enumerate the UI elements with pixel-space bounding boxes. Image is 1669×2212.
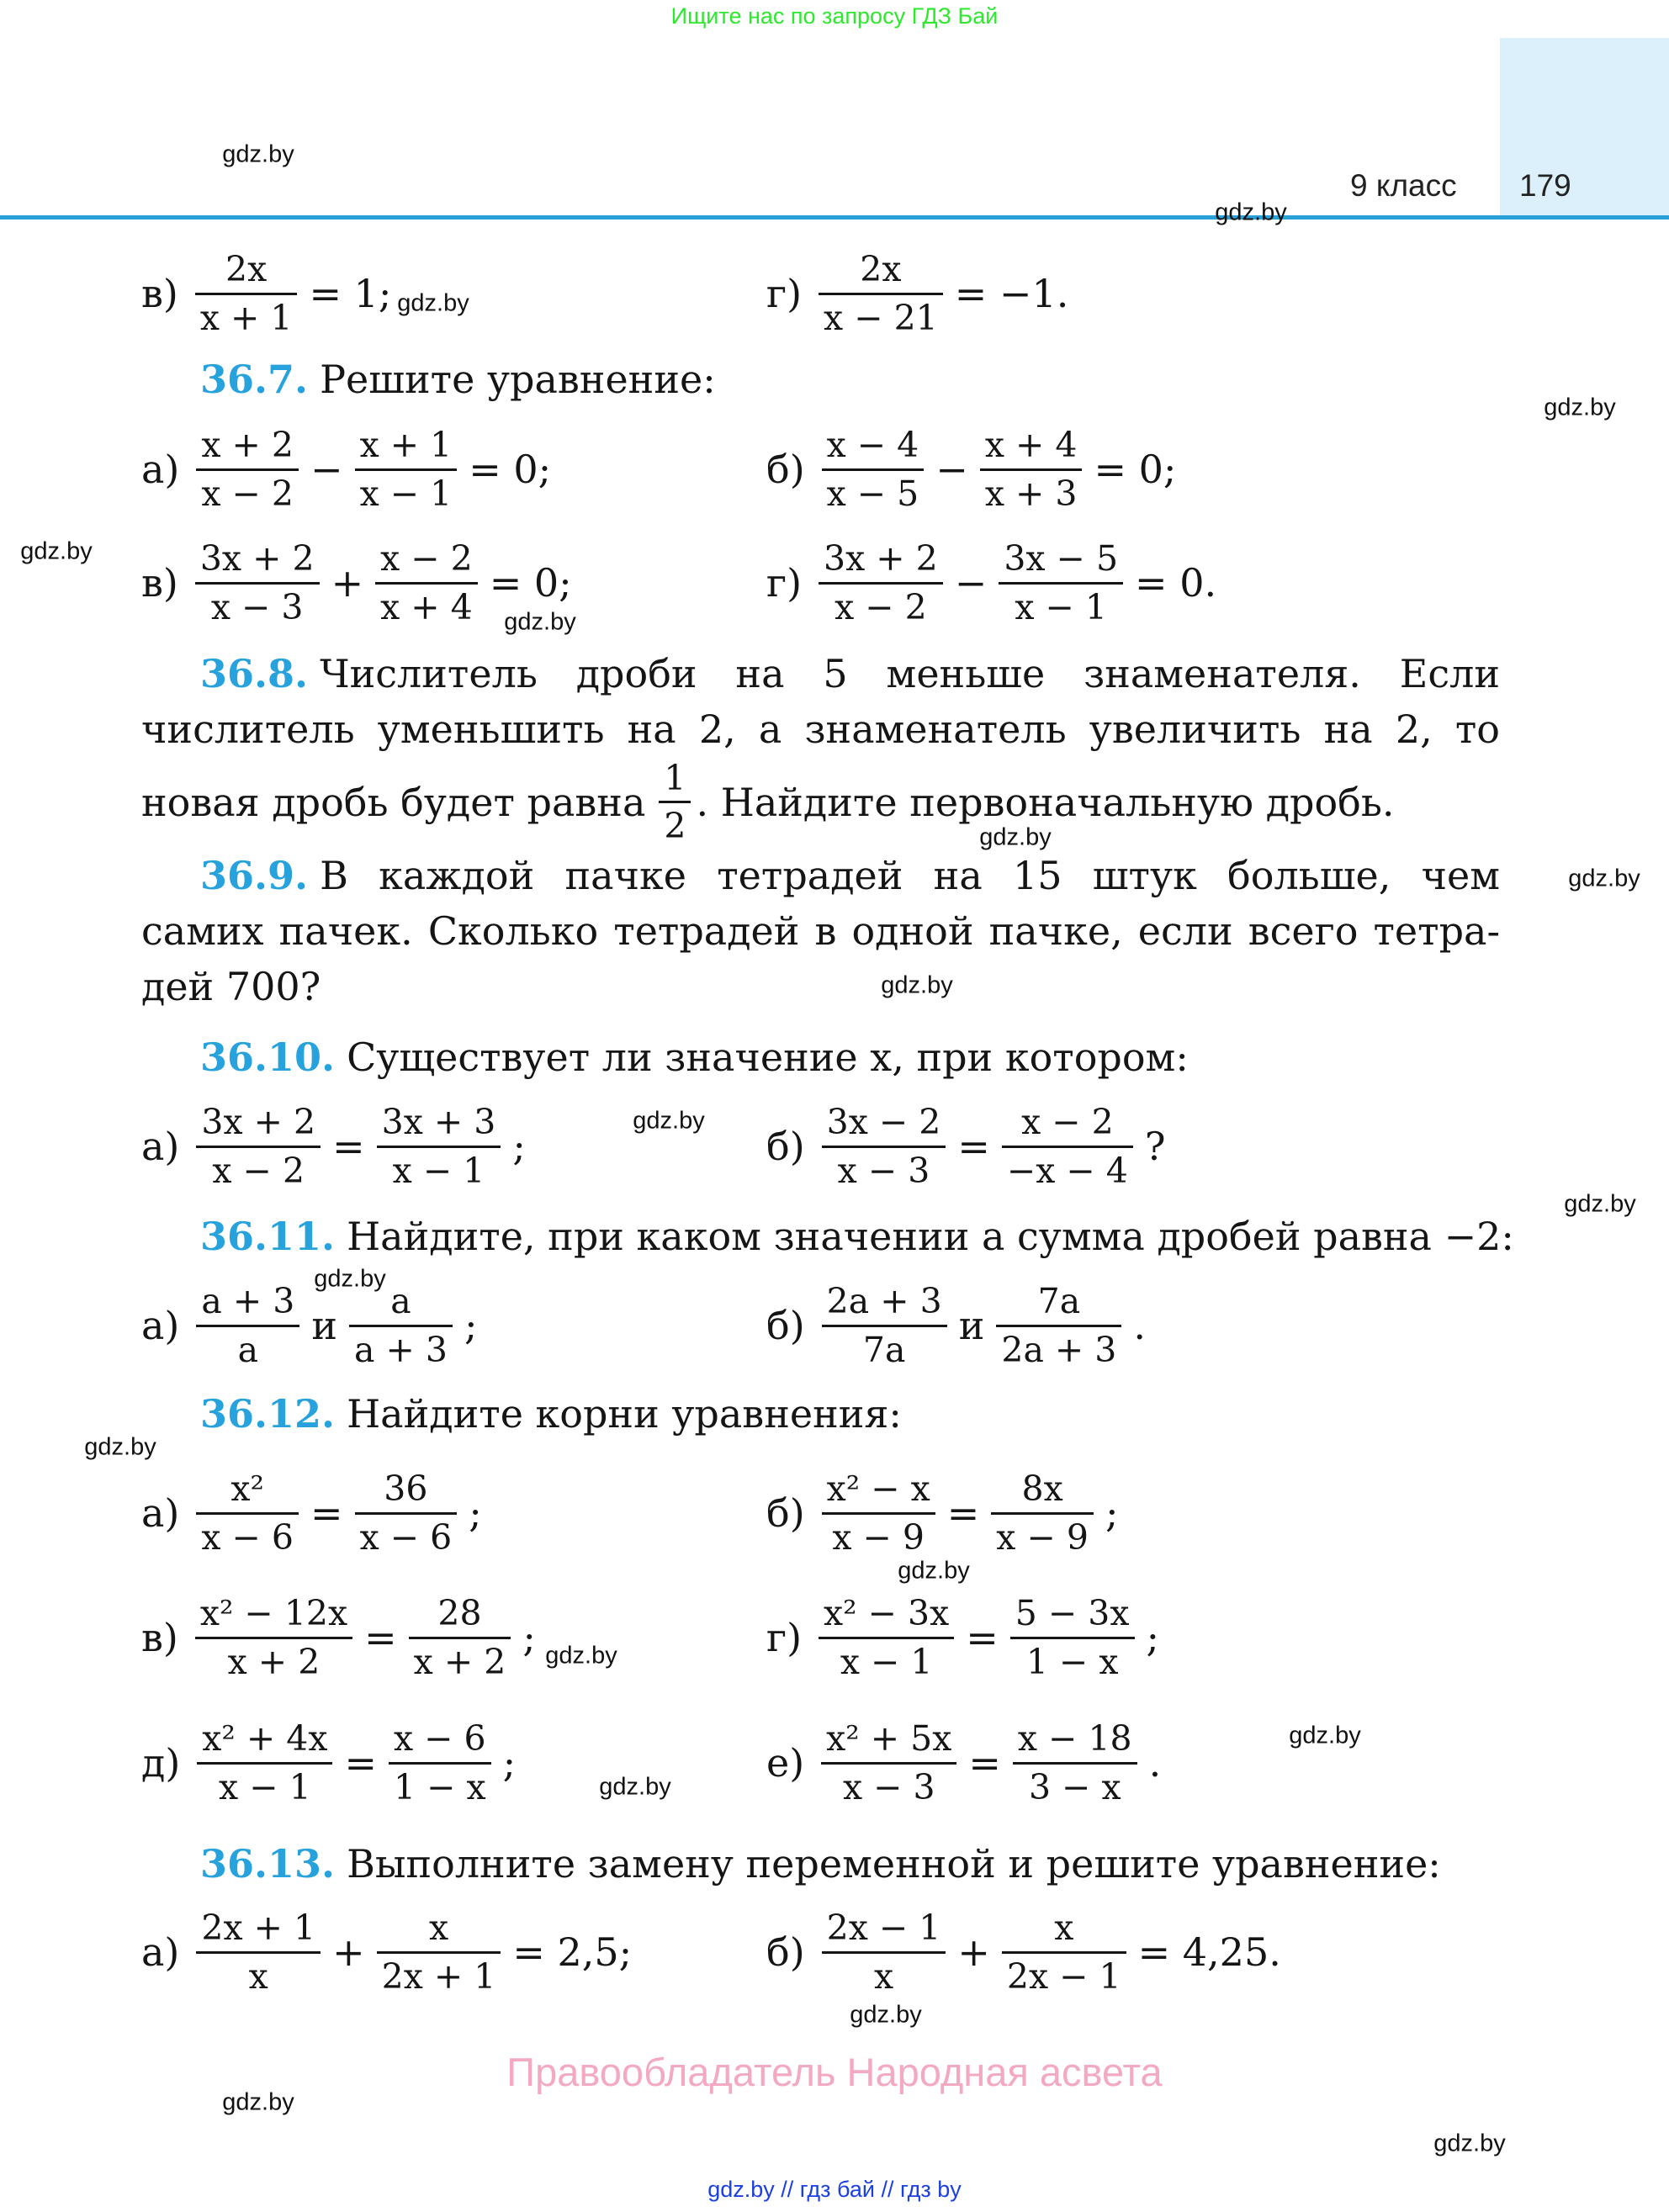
fraction [375, 537, 478, 627]
item-label: а) [141, 1929, 180, 1975]
operator: ; [464, 1303, 478, 1348]
exercise-item [766, 524, 1223, 642]
numerator: x² − 3x [824, 1593, 950, 1634]
operator: = 0. [1135, 560, 1217, 606]
problem-number: 36.13. [200, 1841, 336, 1887]
problem-text: Числитель дроби на 5 меньше знаменателя. Если [320, 651, 1500, 696]
item-label: г) [766, 1615, 803, 1660]
denominator: x [822, 1951, 946, 1998]
operator: = −1. [954, 271, 1069, 316]
exercise-item [766, 235, 1075, 352]
item-label: г) [766, 560, 803, 606]
watermark: gdz.by [222, 2088, 294, 2116]
fraction [195, 248, 298, 338]
exercise-item [141, 235, 398, 352]
watermark: gdz.by [504, 608, 576, 636]
operator: и [958, 1303, 985, 1348]
problem-36-13-heading [200, 1841, 1441, 1887]
denominator: x + 2 [195, 1637, 352, 1683]
numerator: 3x + 3 [381, 1102, 496, 1143]
fraction [349, 1280, 453, 1370]
numerator: a + 3 [201, 1281, 295, 1322]
problem-36-9-line: самих пачек. Сколько тетрадей в одной пачке, если всего тетра- [141, 908, 1500, 954]
item-label: г) [766, 271, 803, 316]
problem-text: Существует ли значение x, при котором: [347, 1035, 1189, 1080]
fraction [196, 424, 299, 514]
operator: − [310, 447, 343, 492]
copyright-footer: Правообладатель Народная асвета [506, 2050, 1163, 2094]
problem-number: 36.11. [200, 1214, 336, 1259]
watermark: gdz.by [881, 971, 953, 999]
watermark: gdz.by [1544, 394, 1616, 421]
denominator: x − 2 [196, 1146, 321, 1192]
denominator: x − 3 [821, 1762, 956, 1808]
fraction [659, 757, 691, 847]
operator: ; [1146, 1615, 1159, 1660]
fraction [389, 1717, 491, 1807]
operator: = 0; [1094, 447, 1177, 492]
exercise-item [141, 1704, 522, 1822]
denominator: x − 1 [819, 1637, 954, 1683]
watermark: gdz.by [84, 1433, 156, 1461]
watermark: gdz.by [1433, 2130, 1506, 2157]
numerator: x² [230, 1468, 264, 1510]
item-label: д) [141, 1740, 181, 1786]
watermark: gdz.by [1215, 198, 1287, 226]
numerator: 3x + 2 [824, 538, 938, 579]
item-label: а) [141, 447, 180, 492]
operator: ? [1144, 1124, 1166, 1169]
item-label: б) [766, 1490, 805, 1536]
fraction [819, 537, 943, 627]
fraction [197, 1717, 332, 1807]
operator: = 0; [489, 560, 572, 606]
header-rule [0, 215, 1669, 220]
problem-number: 36.9. [200, 853, 309, 898]
fraction [822, 424, 925, 514]
operator: = [966, 1615, 999, 1660]
numerator: x [428, 1908, 449, 1949]
fraction [980, 424, 1083, 514]
problem-text: Выполните замену переменной и решите уравнение: [347, 1841, 1441, 1887]
item-label: в) [141, 560, 178, 606]
denominator: 1 − x [1010, 1637, 1135, 1683]
denominator: x − 9 [822, 1512, 935, 1558]
numerator: a [390, 1281, 411, 1322]
item-label: в) [141, 271, 178, 316]
numerator: 2a + 3 [826, 1281, 942, 1322]
operator: = 1; [309, 271, 392, 316]
exercise-item [766, 1704, 1168, 1822]
exercise-row [0, 1893, 1669, 2011]
problem-36-11-heading [200, 1214, 1514, 1259]
grade-label: 9 класс [1350, 168, 1457, 203]
item-label: а) [141, 1303, 180, 1348]
operator: = 0; [469, 447, 552, 492]
item-label: в) [141, 1615, 178, 1660]
problem-text: . Найдите первоначальную дробь. [696, 779, 1395, 825]
fraction [195, 537, 320, 627]
operator: = [344, 1740, 378, 1786]
exercise-row [0, 1454, 1669, 1572]
numerator: 2x − 1 [826, 1908, 941, 1949]
problem-36-8-line: числитель уменьшить на 2, а знаменатель увеличить на 2, то [141, 706, 1500, 752]
denominator: x − 9 [991, 1512, 1094, 1558]
denominator: x − 21 [819, 293, 943, 339]
exercise-row [0, 235, 1669, 352]
operator: + [957, 1929, 990, 1975]
operator: − [935, 447, 968, 492]
denominator: x − 1 [355, 468, 458, 515]
fraction [1002, 1101, 1133, 1191]
fraction [822, 1101, 946, 1191]
item-label: е) [766, 1740, 805, 1786]
item-label: б) [766, 1303, 805, 1348]
exercise-item [766, 1893, 1288, 2011]
denominator: x + 3 [980, 468, 1083, 515]
fraction [819, 1592, 954, 1682]
operator: + [331, 560, 364, 606]
denominator: x + 1 [195, 293, 298, 339]
exercise-item [141, 1893, 638, 2011]
denominator: 3 − x [1013, 1762, 1137, 1808]
operator: и [311, 1303, 337, 1348]
numerator: 28 [437, 1593, 482, 1634]
problem-36-12-heading [200, 1391, 902, 1437]
denominator: x − 6 [355, 1512, 458, 1558]
denominator: x [196, 1951, 321, 1998]
fraction [1010, 1592, 1135, 1682]
numerator: x + 1 [359, 425, 453, 466]
watermark: gdz.by [545, 1642, 617, 1670]
denominator: x − 2 [819, 582, 943, 628]
bottom-links[interactable]: gdz.by // гдз бай // гдз by [707, 2177, 962, 2202]
denominator: x − 1 [999, 582, 1123, 628]
fraction [409, 1592, 511, 1682]
fraction [196, 1907, 321, 1997]
operator: − [954, 560, 988, 606]
operator: = [968, 1740, 1001, 1786]
problem-text: Решите уравнение: [320, 357, 716, 402]
exercise-item [766, 1579, 1166, 1696]
operator: ; [469, 1490, 482, 1536]
numerator: 2x [860, 249, 902, 290]
exercise-row [0, 1579, 1669, 1696]
numerator: x² + 5x [826, 1718, 952, 1760]
fraction [819, 248, 943, 338]
watermark: gdz.by [898, 1557, 970, 1585]
problem-number: 36.8. [200, 651, 309, 696]
exercise-item [141, 1267, 484, 1384]
numerator: x − 4 [826, 425, 919, 466]
fraction [821, 1717, 956, 1807]
problem-36-9-line [200, 853, 1500, 898]
numerator: x² + 4x [202, 1718, 328, 1760]
fraction [377, 1907, 501, 1997]
problem-36-8-line [141, 757, 1500, 847]
numerator: 3x + 2 [199, 538, 315, 579]
problem-text: Найдите корни уравнения: [347, 1391, 902, 1437]
watermark: gdz.by [397, 289, 469, 317]
numerator: x [1054, 1908, 1074, 1949]
operator: . [1133, 1303, 1147, 1348]
problem-text: новая дробь будет равна [141, 779, 646, 825]
watermark: gdz.by [633, 1107, 705, 1135]
problem-number: 36.7. [200, 357, 309, 402]
problem-36-10-heading [200, 1035, 1189, 1080]
operator: . [1148, 1740, 1162, 1786]
numerator: 7a [1037, 1281, 1081, 1322]
fraction [355, 424, 458, 514]
denominator: x − 1 [377, 1146, 501, 1192]
fraction [1013, 1717, 1137, 1807]
fraction [999, 537, 1123, 627]
exercise-item [766, 1454, 1125, 1572]
fraction [822, 1907, 946, 1997]
fraction [822, 1468, 935, 1558]
item-label: б) [766, 1929, 805, 1975]
numerator: x + 4 [984, 425, 1078, 466]
numerator: 8x [1021, 1468, 1063, 1510]
exercise-item [766, 1087, 1173, 1205]
watermark: gdz.by [222, 140, 294, 168]
problem-36-8-line [200, 651, 1500, 696]
denominator: x − 5 [822, 468, 925, 515]
operator: ; [502, 1740, 517, 1786]
numerator: x − 2 [380, 538, 473, 579]
operator: = [310, 1490, 343, 1536]
operator: = [332, 1124, 365, 1169]
fraction [996, 1280, 1121, 1370]
denominator: −x − 4 [1002, 1146, 1133, 1192]
watermark: gdz.by [979, 823, 1052, 851]
operator: ; [512, 1124, 526, 1169]
fraction [355, 1468, 458, 1558]
problem-number: 36.10. [200, 1035, 336, 1080]
watermark: gdz.by [1564, 1190, 1636, 1218]
numerator: 5 − 3x [1015, 1593, 1130, 1634]
denominator: 2x − 1 [1002, 1951, 1126, 1998]
exercise-item [141, 410, 558, 528]
problem-text: В каждой пачке тетрадей на 15 штук больше, чем [320, 853, 1500, 898]
watermark: gdz.by [1289, 1722, 1361, 1749]
watermark: gdz.by [314, 1265, 386, 1293]
problem-36-9-line: дей 700? [141, 964, 321, 1009]
numerator: x − 6 [394, 1718, 486, 1760]
operator: = 4,25. [1137, 1929, 1281, 1975]
operator: + [332, 1929, 365, 1975]
numerator: 1 [664, 758, 686, 798]
operator: = 2,5; [512, 1929, 633, 1975]
fraction [196, 1468, 299, 1558]
problem-number: 36.12. [200, 1391, 336, 1437]
numerator: 3x + 2 [201, 1102, 316, 1143]
watermark: gdz.by [1568, 865, 1640, 892]
denominator: x − 3 [822, 1146, 946, 1192]
watermark: gdz.by [20, 537, 93, 565]
problem-text: Найдите, при каком значении a сумма дробей равна −2: [347, 1214, 1514, 1259]
numerator: 3x − 5 [1004, 538, 1119, 579]
numerator: x² − x [826, 1468, 930, 1510]
item-label: а) [141, 1490, 180, 1536]
fraction [196, 1101, 321, 1191]
exercise-item [141, 1579, 543, 1696]
exercise-row [0, 410, 1669, 528]
item-label: а) [141, 1124, 180, 1169]
numerator: x² − 12x [199, 1593, 348, 1634]
denominator: 7a [822, 1325, 947, 1371]
denominator: x − 6 [196, 1512, 299, 1558]
denominator: 2a + 3 [996, 1325, 1121, 1371]
operator: = [364, 1615, 397, 1660]
numerator: 3x − 2 [826, 1102, 941, 1143]
denominator: 2 [659, 801, 691, 847]
numerator: x − 18 [1017, 1718, 1132, 1760]
exercise-item [141, 1087, 532, 1205]
denominator: 1 − x [389, 1762, 491, 1808]
denominator: x + 2 [409, 1637, 511, 1683]
problem-36-7-heading [200, 357, 716, 402]
exercise-row [0, 1267, 1669, 1384]
fraction [377, 1101, 501, 1191]
denominator: x − 3 [195, 582, 320, 628]
operator: ; [1105, 1490, 1119, 1536]
exercise-item [766, 1267, 1152, 1384]
page-number: 179 [1519, 168, 1571, 203]
watermark: gdz.by [599, 1773, 671, 1801]
watermark: gdz.by [850, 2001, 922, 2029]
fraction [991, 1468, 1094, 1558]
denominator: x + 4 [375, 582, 478, 628]
denominator: x − 2 [196, 468, 299, 515]
fraction [822, 1280, 947, 1370]
numerator: 2x [225, 249, 268, 290]
exercise-row [0, 1087, 1669, 1205]
numerator: 36 [384, 1468, 428, 1510]
denominator: 2x + 1 [377, 1951, 501, 1998]
numerator: x + 2 [201, 425, 294, 466]
top-ad-text: Ищите нас по запросу ГДЗ Бай [670, 3, 999, 29]
denominator: a + 3 [349, 1325, 453, 1371]
operator: = [957, 1124, 990, 1169]
fraction [196, 1280, 299, 1370]
fraction [195, 1592, 352, 1682]
exercise-row [0, 1704, 1669, 1822]
item-label: б) [766, 447, 805, 492]
exercise-item [766, 410, 1183, 528]
exercise-item [141, 1454, 489, 1572]
denominator: a [196, 1325, 299, 1371]
fraction [1002, 1907, 1126, 1997]
denominator: x − 1 [197, 1762, 332, 1808]
exercise-row [0, 524, 1669, 642]
item-label: б) [766, 1124, 805, 1169]
operator: ; [522, 1615, 536, 1660]
numerator: x − 2 [1021, 1102, 1114, 1143]
operator: = [946, 1490, 980, 1536]
numerator: 2x + 1 [201, 1908, 316, 1949]
